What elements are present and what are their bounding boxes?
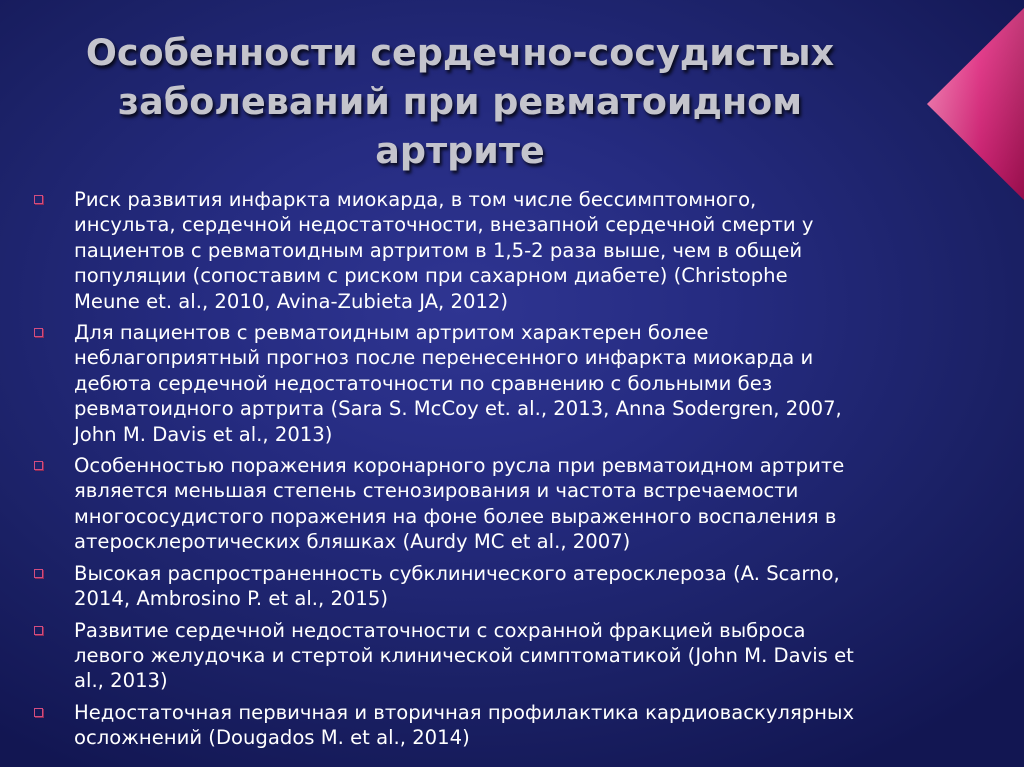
bullet-line: пациентов с ревматоидным артритом в 1,5-2 раза выше, чем в общей	[74, 238, 803, 262]
square-bullet-icon	[34, 626, 43, 635]
bullet-line: инсульта, сердечной недостаточности, внезапной сердечной смерти у	[74, 213, 814, 237]
bullet-line: осложнений (Dougados M. et al., 2014)	[74, 726, 470, 750]
bullet-line: ревматоидного артрита (Sara S. McCoy et. al., 2013, Anna Sodergren, 2007,	[74, 397, 842, 421]
corner-triangle-decoration	[819, 0, 1024, 205]
bullet-item	[34, 700, 1009, 751]
slide-title	[80, 28, 840, 175]
bullet-line: Для пациентов с ревматоидным артритом характерен более	[74, 321, 709, 345]
bullet-item	[34, 453, 1009, 555]
bullet-line: неблагоприятный прогноз после перенесенного инфаркта миокарда и	[74, 346, 814, 370]
bullet-line: популяции (сопоставим с риском при сахарном диабете) (Christophe	[74, 264, 788, 288]
bullet-line: атеросклеротических бляшках (Aurdy MC et al., 2007)	[74, 530, 631, 554]
square-bullet-icon	[34, 461, 43, 470]
bullet-list	[34, 187, 1009, 757]
bullet-line: 2014, Ambrosino P. et al., 2015)	[74, 587, 388, 611]
bullet-line: дебюта сердечной недостаточности по сравнению с больными без	[74, 371, 773, 395]
square-bullet-icon	[34, 708, 43, 717]
bullet-item	[34, 320, 1009, 447]
bullet-line: является меньшая степень стенозирования и частота встречаемости	[74, 479, 799, 503]
bullet-line: Особенностью поражения коронарного русла при ревматоидном артрите	[74, 454, 845, 478]
square-bullet-icon	[34, 328, 43, 337]
bullet-item	[34, 561, 1009, 612]
bullet-item	[34, 187, 1009, 314]
title-line: артрите	[375, 129, 545, 172]
bullet-item	[34, 618, 1009, 694]
bullet-line: многососудистого поражения на фоне более выраженного воспаления в	[74, 504, 837, 528]
bullet-line: John M. Davis et al., 2013)	[74, 422, 333, 446]
bullet-line: Высокая распространенность субклинического атеросклероза (A. Scarno,	[74, 561, 840, 585]
square-bullet-icon	[34, 569, 43, 578]
title-line: заболеваний при ревматоидном	[117, 80, 803, 123]
square-bullet-icon	[34, 195, 43, 204]
bullet-line: al., 2013)	[74, 669, 168, 693]
bullet-line: Meune et. al., 2010, Avina-Zubieta JA, 2012)	[74, 289, 509, 313]
title-line: Особенности сердечно-сосудистых	[85, 31, 835, 74]
bullet-line: Развитие сердечной недостаточности с сохранной фракцией выброса	[74, 618, 806, 642]
bullet-line: Недостаточная первичная и вторичная профилактика кардиоваскулярных	[74, 700, 855, 724]
bullet-line: Риск развития инфаркта миокарда, в том числе бессимптомного,	[74, 188, 757, 211]
bullet-line: левого желудочка и стертой клинической симптоматикой (John M. Davis et	[74, 643, 854, 667]
